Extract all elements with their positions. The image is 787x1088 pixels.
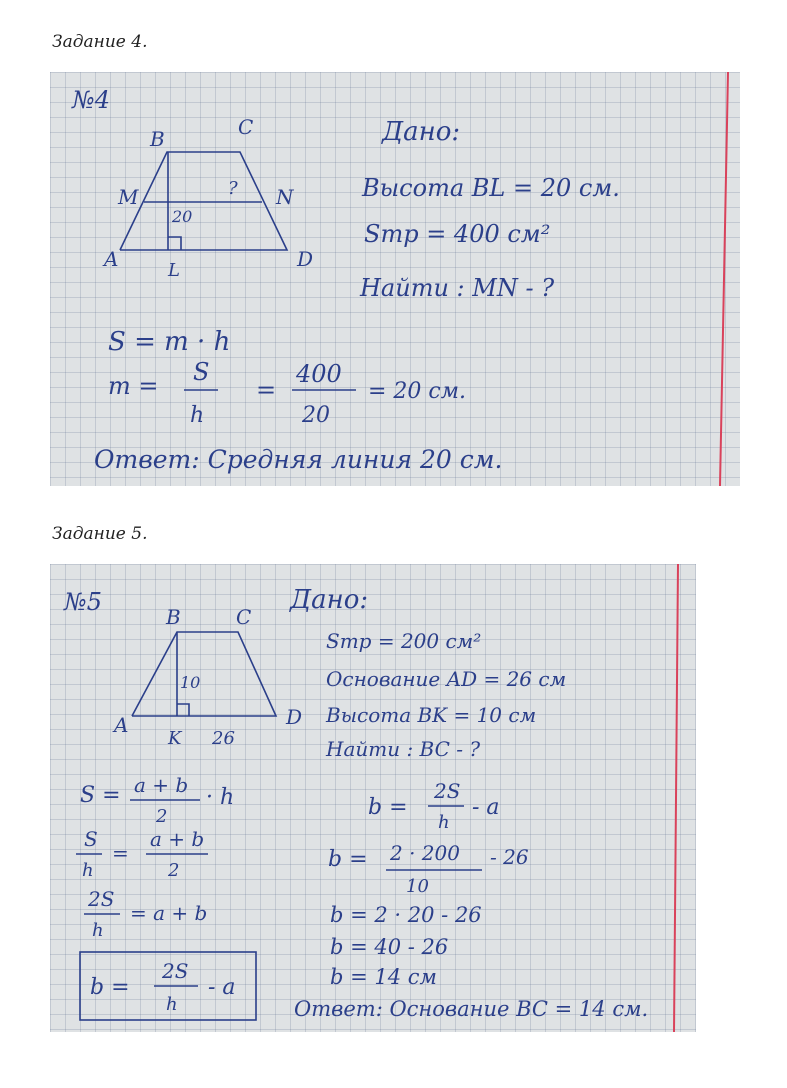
frac2-den: 20 [302, 403, 330, 428]
right-angle-mark [168, 237, 181, 250]
given-height: Высота BL = 20 см. [362, 174, 620, 202]
task4-title: Задание 4. [52, 32, 148, 52]
area-formula-num: a + b [134, 773, 189, 797]
label-a: A [104, 247, 119, 271]
answer5: Ответ: Основание BC = 14 см. [294, 997, 649, 1021]
task5-photo [50, 564, 696, 1032]
given-header: Дано: [382, 117, 461, 147]
right-angle-mark-2 [177, 704, 189, 716]
given-area-2: Sтр = 200 см² [326, 629, 482, 653]
label-l: L [168, 260, 180, 281]
given-base: Основание AD = 26 см [326, 667, 567, 691]
task4-photo [50, 72, 740, 486]
boxed-num: 2S [162, 959, 189, 983]
2s-over-h-num: 2S [88, 887, 115, 911]
r-frac-den: h [438, 812, 450, 833]
trapezoid-abcd-2 [132, 632, 276, 716]
formula-s: S = m · h [108, 327, 231, 357]
find-bc: Найти : BC - ? [326, 737, 481, 761]
label-m: M [118, 185, 139, 209]
r2-minus: - 26 [490, 845, 529, 869]
r-frac-num: 2S [434, 779, 461, 803]
frac1-den: h [190, 403, 205, 428]
task5-title: Задание 5. [52, 524, 148, 544]
task5-drawing [50, 564, 696, 1032]
equals-a-plus-b: = a + b [130, 901, 208, 925]
frac1-num: S [193, 358, 210, 386]
boxed-den: h [166, 994, 178, 1015]
boxed-b-eq: b = [90, 975, 130, 1000]
label-d2: D [286, 705, 303, 729]
label-d: D [297, 247, 314, 271]
r2-b-eq: b = [328, 847, 368, 872]
area-formula-lhs: S = [80, 783, 121, 808]
red-margin-line-2 [674, 564, 678, 1032]
task4-number: №4 [72, 86, 110, 114]
label-b: B [150, 127, 165, 151]
label-a2: A [114, 713, 129, 737]
r-minus-a: - a [472, 795, 500, 820]
r2-den: 10 [406, 876, 429, 897]
given-height-2: Высота BK = 10 см [326, 703, 537, 727]
r-b-eq: b = [368, 795, 408, 820]
label-height-2: 10 [180, 673, 201, 692]
label-b2: B [166, 605, 181, 629]
red-margin-line [720, 72, 728, 486]
frac2-num: 400 [296, 360, 342, 388]
boxed-minus-a: - a [208, 975, 236, 1000]
task4-drawing [50, 72, 740, 486]
equals-sign: = [256, 376, 277, 404]
formula-m: m = [108, 372, 159, 400]
given-area: Sтр = 400 см² [364, 220, 551, 248]
task5-number: №5 [64, 588, 102, 616]
answer4: Ответ: Средняя линия 20 см. [94, 445, 503, 474]
find-mn: Найти : MN - ? [360, 274, 555, 302]
r2-num: 2 · 200 [390, 841, 460, 865]
area-formula-den: 2 [156, 806, 168, 827]
label-c: C [238, 115, 254, 139]
s-over-h-num: S [84, 827, 98, 851]
label-c2: C [236, 605, 252, 629]
ab-over-2-den: 2 [168, 860, 180, 881]
area-formula-h: · h [206, 785, 235, 810]
r3-line: b = 2 · 20 - 26 [330, 903, 482, 927]
trapezoid-abcd [120, 152, 287, 250]
s-over-h-den: h [82, 860, 94, 881]
result-m: = 20 см. [368, 379, 466, 404]
given-header-2: Дано: [290, 585, 369, 615]
label-height: 20 [172, 207, 193, 226]
r4-line: b = 40 - 26 [330, 935, 449, 959]
label-n: N [276, 185, 294, 209]
r5-line: b = 14 см [330, 965, 437, 989]
equals-2: = [112, 841, 129, 865]
label-base: 26 [212, 728, 235, 749]
label-question: ? [228, 178, 238, 199]
ab-over-2-num: a + b [150, 827, 205, 851]
label-k: K [168, 728, 182, 749]
2s-over-h-den: h [92, 920, 104, 941]
